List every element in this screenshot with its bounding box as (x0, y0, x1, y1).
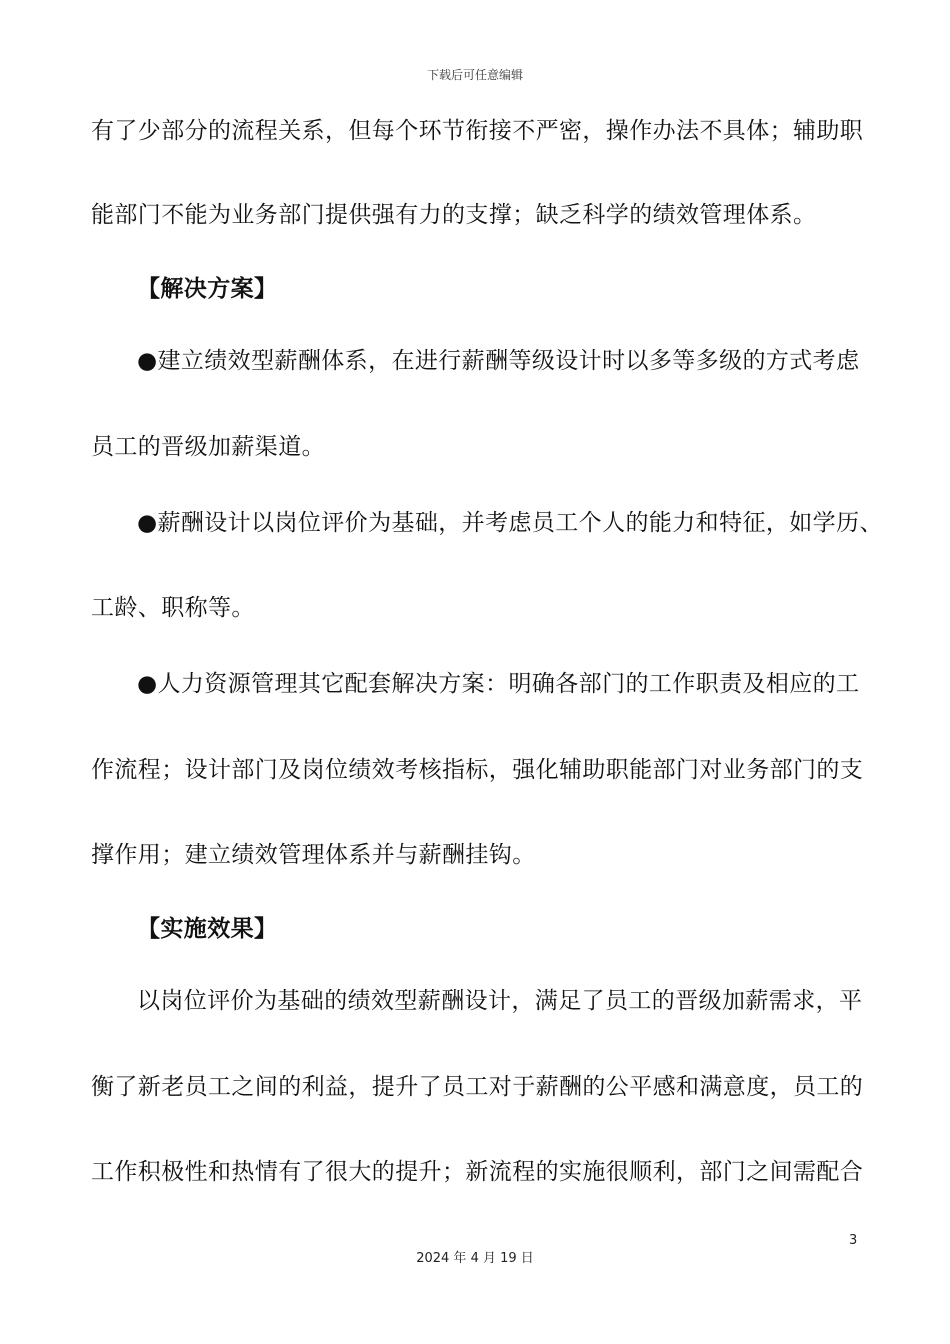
paragraph-line: 以岗位评价为基础的绩效型薪酬设计，满足了员工的晋级加薪需求，平 (137, 988, 863, 1014)
bullet-line: ●薪酬设计以岗位评价为基础，并考虑员工个人的能力和特征，如学历、 (137, 510, 883, 536)
page-footer-date: 2024 年 4 月 19 日 (416, 1251, 534, 1266)
paragraph-line: 员工的晋级加薪渠道。 (91, 434, 325, 460)
page-number: 3 (849, 1233, 858, 1248)
paragraph-line: 撑作用；建立绩效管理体系并与薪酬挂钩。 (91, 842, 536, 868)
paragraph-line: 工作积极性和热情有了很大的提升；新流程的实施很顺利，部门之间需配合 (91, 1159, 864, 1185)
page-header: 下载后可任意编辑 (426, 68, 523, 82)
section-heading-results: 【实施效果】 (137, 916, 278, 942)
section-heading-solution: 【解决方案】 (137, 276, 278, 302)
paragraph-line: 作流程；设计部门及岗位绩效考核指标，强化辅助职能部门对业务部门的支 (91, 757, 864, 783)
bullet-line: ●人力资源管理其它配套解决方案：明确各部门的工作职责及相应的工 (137, 671, 860, 697)
paragraph-line: 衡了新老员工之间的利益，提升了员工对于薪酬的公平感和满意度，员工的 (91, 1074, 864, 1100)
paragraph-line: 工龄、职称等。 (91, 595, 255, 621)
paragraph-line: 能部门不能为业务部门提供强有力的支撑；缺乏科学的绩效管理体系。 (91, 202, 817, 228)
paragraph-line: 有了少部分的流程关系，但每个环节衔接不严密，操作办法不具体；辅助职 (91, 118, 864, 144)
bullet-line: ●建立绩效型薪酬体系，在进行薪酬等级设计时以多等多级的方式考虑 (137, 348, 860, 374)
